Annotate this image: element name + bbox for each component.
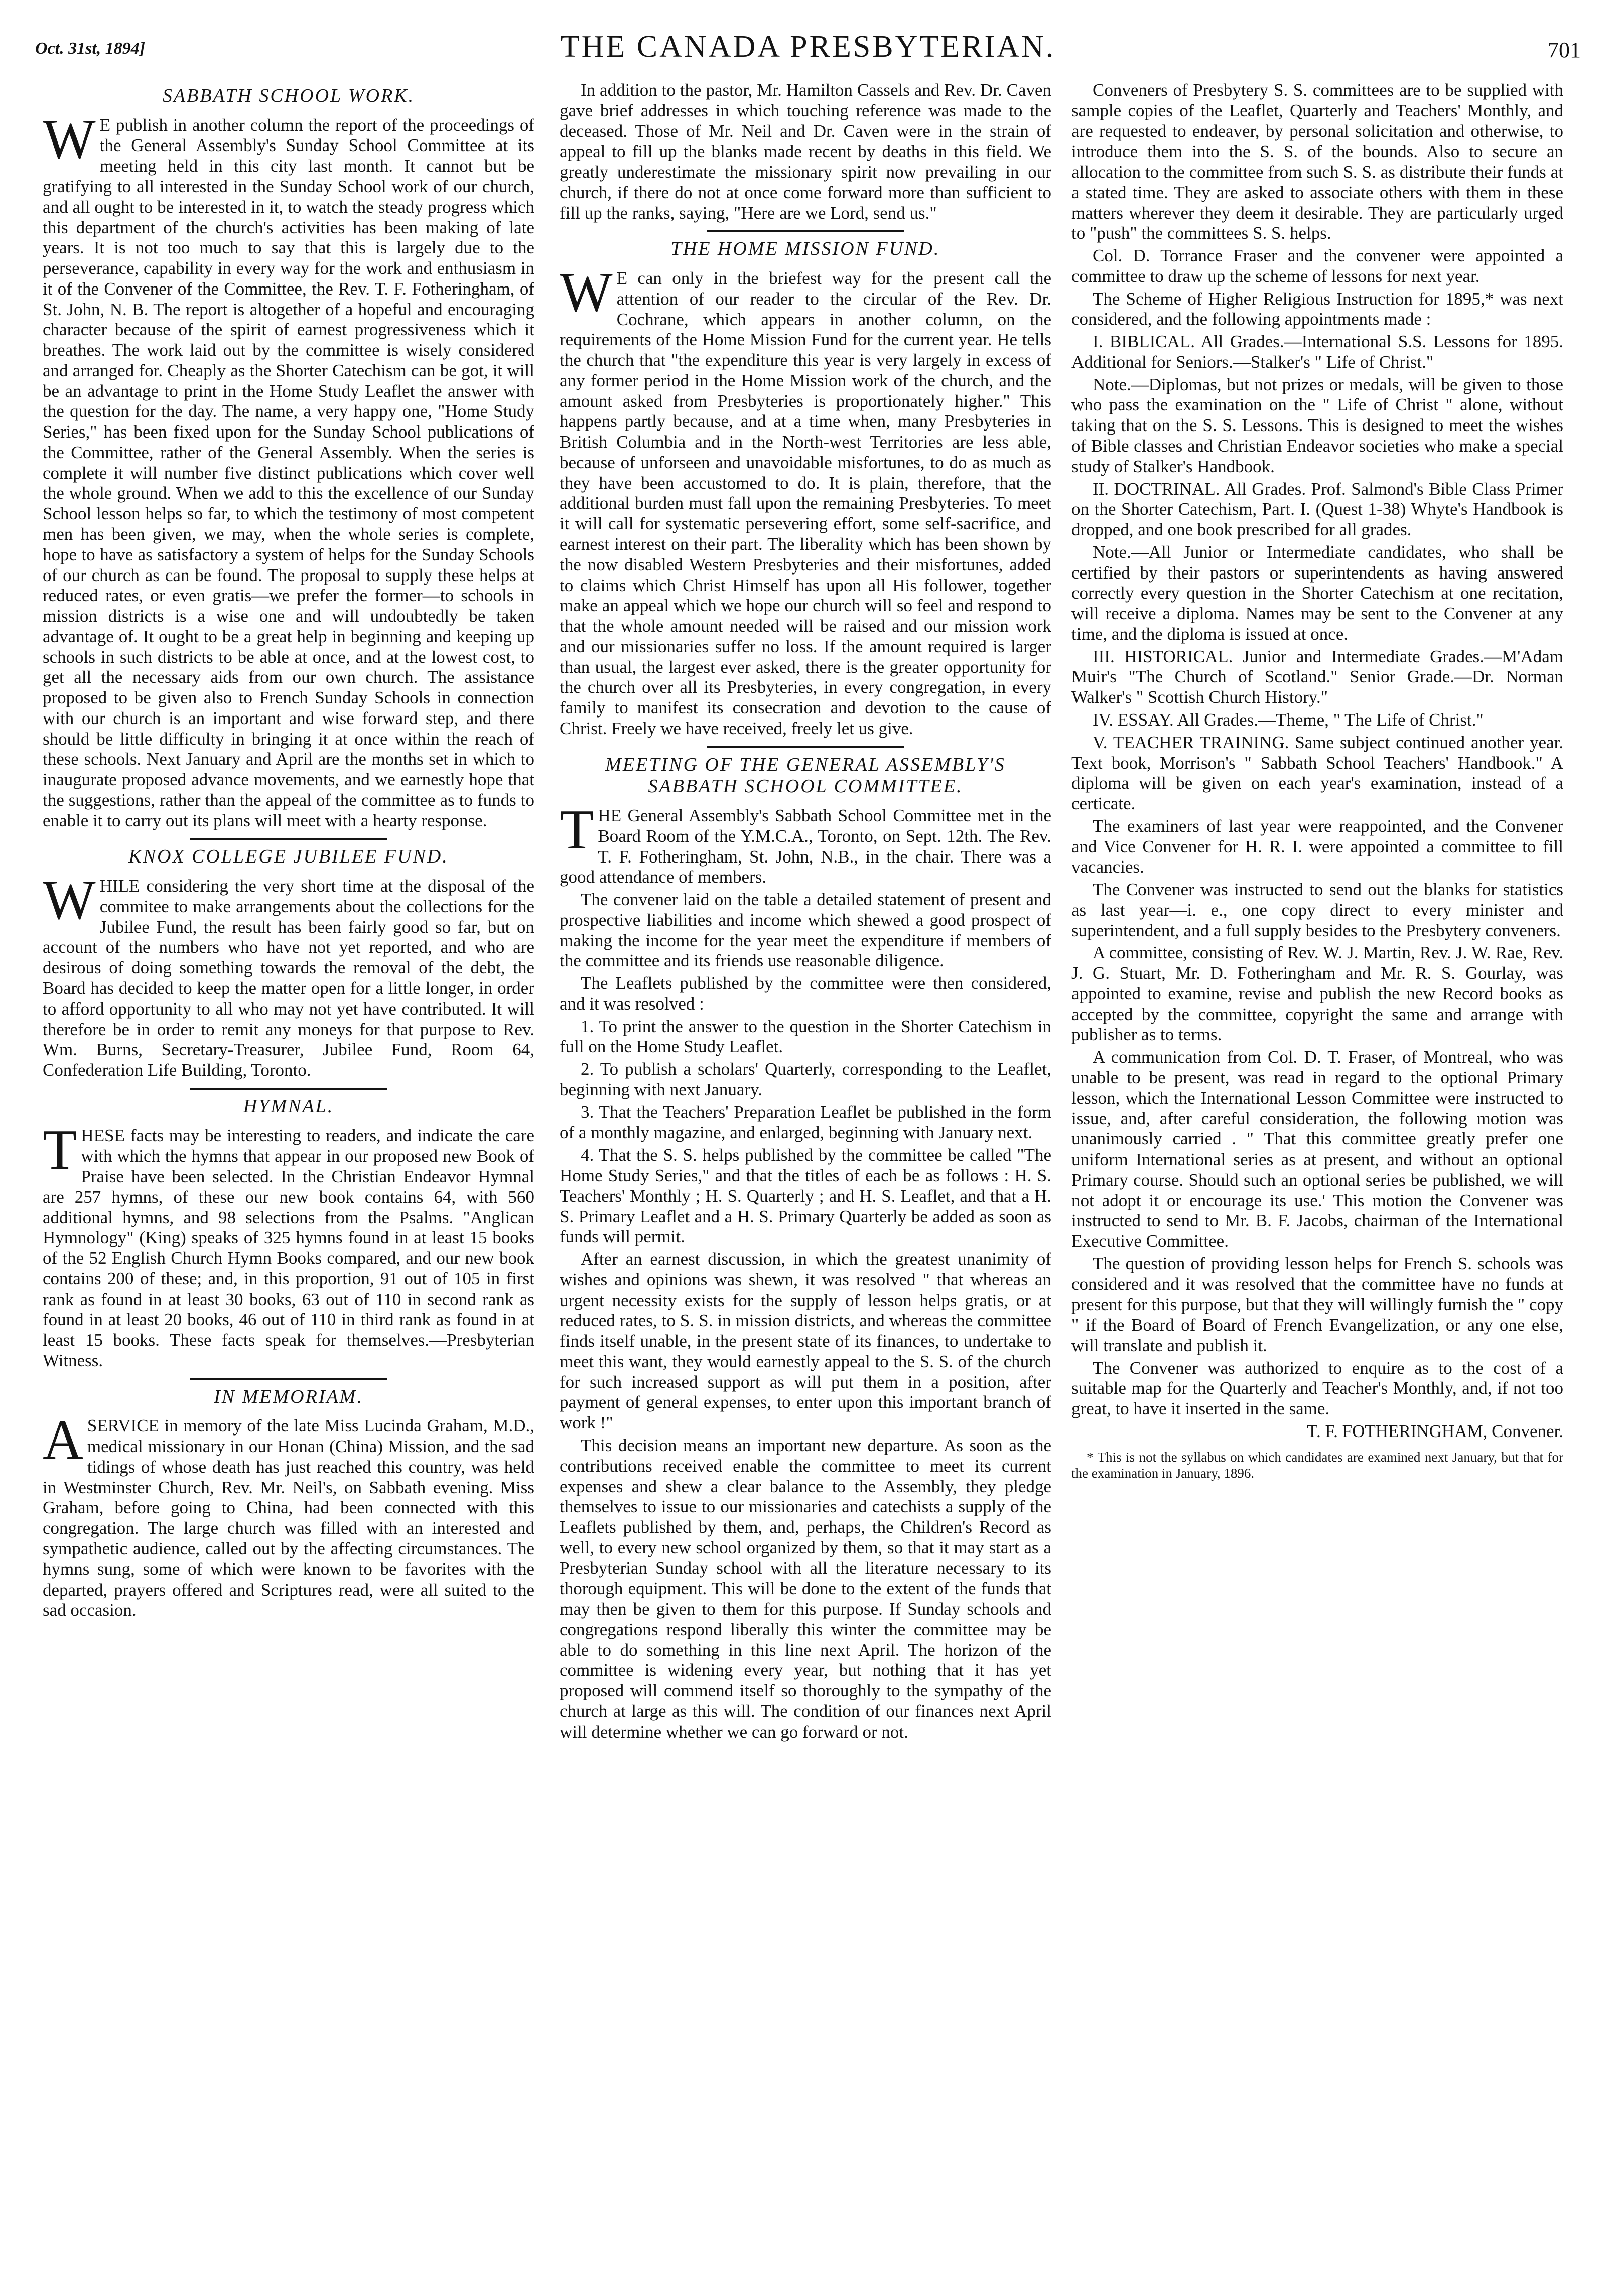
- masthead: [35, 29, 1581, 69]
- article-paragraph: The convener laid on the table a detailed statement of present and prospective liabilities and income which shewed a good prospect of making the income for the year meet the expenditure if members of the committee and its friends use reasonable diligence.: [560, 890, 1051, 971]
- section-divider: [707, 746, 904, 748]
- article-paragraph: V. TEACHER TRAINING. Same subject continued another year. Text book, Morrison's " Sabbath School Teachers' Handbook." A diploma will be given on each year's examination, instead of a certicate.: [1071, 732, 1563, 814]
- article-paragraph: In addition to the pastor, Mr. Hamilton Cassels and Rev. Dr. Caven gave brief addresses in which touching reference was made to the deceased. Those of Mr. Neil and Dr. Caven were in the strain of appeal to fill up the blanks made recent by deaths in this field. We greatly underestimate the missionary spirit now prevailing in our church, if there do not at once come forward more than sufficient to fill up the ranks, saying, "Here are we Lord, send us.": [560, 80, 1051, 223]
- article-paragraph: W E publish in another column the report of the proceedings of the General Assembly's Sunday School Committee at its meeting held in this city last month. It cannot but be gratifying to all interested in the Sunday School work of our church, and all ought to be interested in it, to watch the steady progress which this department of the church's activities has been making of late years. It is not too much to say that this is largely due to the perseverance, capability in every way for the work and enthusiasm in it of the Convener of the Committee, the Rev. T. F. Fotheringham, of St. John, N. B. The report is altogether of a hopeful and encouraging character because of the spirit of earnest progressiveness which it breathes. The work laid out by the committee is wisely considered and arranged for. Cheaply as the Shorter Catechism can be got, it will be an advantage to print in the Home Study Leaflet the answer with the question for the day. The name, a very happy one, "Home Study Series," has been fixed upon for the Sunday School publications of the Committee, rather of the General Assembly. When the series is complete it will number five distinct publications which cover well the whole ground. When we add to this the excellence of our Sunday School lesson helps so far, to which the testimony of most competent men has been given, we may, when the whole series is complete, hope to have as satisfactory a system of helps for the Sunday Schools of our church as can be found. The proposal to supply these helps at reduced rates, or even gratis—we prefer the former—to schools in mission districts is a wise one and will undoubtedly be taken advantage of. It ought to be a great help in beginning and keeping up schools in such districts to be able at once, and at the lowest cost, to get all the necessary aids from our own church. The assistance proposed to be given also to French Sunday Schools in connection with our church is an important and wise forward step, and there should be little difficulty in bringing it at once within the reach of these schools. Next January and April are the months set in which to inaugurate proposed advance movements, and we earnestly hope that the suggestions, rather than the appeal of the committee as to funds to enable it to carry out its plans will meet with a hearty response.: [43, 108, 534, 830]
- article-heading: IN MEMORIAM.: [214, 1386, 363, 1407]
- drop-cap: T: [43, 1118, 77, 1181]
- signature: T. F. FOTHERINGHAM, Convener.: [1307, 1421, 1563, 1441]
- article-paragraph: After an earnest discussion, in which the greatest unanimity of wishes and opinions was shewn, it was resolved " that whereas an urgent necessity exists for the supply of lesson helps gratis, or at reduced rates, to S. S. in mission districts, and whereas the committee finds itself unable, in the present state of its finances, to undertake to meet this want, they would earnestly appeal to the S. S. of the church for such increased support as will put them in a position, after payment of general expenses, to enter upon this important branch of work !": [560, 1249, 1051, 1433]
- section-divider: [190, 1378, 387, 1380]
- drop-cap: A: [43, 1409, 83, 1472]
- column-2: [560, 80, 1051, 2288]
- article-paragraph: I. BIBLICAL. All Grades.—International S.S. Lessons for 1895. Additional for Seniors.—Stalker's " Life of Christ.": [1071, 332, 1563, 372]
- article-paragraph: Conveners of Presbytery S. S. committees are to be supplied with sample copies of the Leaflet, Quarterly and Teachers' Monthly, and are requested to endeaver, by personal solicitation and otherwise, to introduce them into the S. S. of the bounds. Also to secure an allocation to the committee from such S. S. as distribute their funds at a stated time. They are asked to associate others with them in these matters wherever they deem it desirable. They are particularly urged to "push" the committees S. S. helps.: [1071, 80, 1563, 243]
- article-paragraph: 1. To print the answer to the question in the Shorter Catechism in full on the Home Study Leaflet.: [560, 1016, 1051, 1057]
- article-paragraph: The Scheme of Higher Religious Instruction for 1895,* was next considered, and the following appointments made :: [1071, 289, 1563, 329]
- article-paragraph: THE General Assembly's Sabbath School Committee met in the Board Room of the Y.M.C.A., Toronto, on Sept. 12th. The Rev. T. F. Fotheringham, St. John, N.B., in the chair. There was a good attendance of members.: [560, 799, 1051, 887]
- article-paragraph: IV. ESSAY. All Grades.—Theme, " The Life of Christ.": [1093, 709, 1484, 730]
- article-paragraph: Note.—All Junior or Intermediate candidates, who shall be certified by their pastors or superintendents as having answered correctly every question in the Shorter Catechism at one recitation, will receive a diploma. Names may be sent to the Convener at any time, and the diploma is issued at once.: [1071, 542, 1563, 644]
- article-heading: MEETING OF THE GENERAL ASSEMBLY'S SABBATH SCHOOL COMMITTEE.: [605, 754, 1006, 797]
- article-paragraph: WHILE considering the very short time at the disposal of the commitee to make arrangements about the collections for the Jubilee Fund, the result has been fairly good so far, but on account of the numbers who have not yet reported, and who are desirous of doing something towards the removal of the debt, the Board has decided to keep the matter open for a little longer, in order to afford opportunity to all who may not yet have contributed. It will therefore be in order to remit any moneys for that purpose to Rev. Wm. Burns, Secretary-Treasurer, Jubilee Fund, Room 64, Confederation Life Building, Toronto.: [43, 869, 534, 1080]
- article-paragraph: Col. D. Torrance Fraser and the convener were appointed a committee to draw up the scheme of lessons for next year.: [1071, 246, 1563, 286]
- section-divider: [190, 1088, 387, 1090]
- column-1: [43, 80, 534, 2288]
- article-paragraph: II. DOCTRINAL. All Grades. Prof. Salmond's Bible Class Primer on the Shorter Catechism, Part. I. (Quest 1-38) Whyte's Handbook is dropped, and one book prescribed for all grades.: [1071, 479, 1563, 540]
- section-divider: [707, 230, 904, 232]
- article-paragraph: The Convener was instructed to send out the blanks for statistics as last year—i. e., one copy direct to every minister and superintendent, and a full supply besides to the Presbytery conveners.: [1071, 880, 1563, 940]
- newspaper-title: THE CANADA PRESBYTERIAN.: [560, 30, 1056, 64]
- section-divider: [190, 838, 387, 840]
- column-3: [1071, 80, 1563, 2288]
- footnote: * This is not the syllabus on which candidates are examined next January, but that for the examination in January, 1896.: [1071, 1449, 1563, 1481]
- article-heading: HYMNAL.: [243, 1095, 334, 1117]
- article-paragraph: The examiners of last year were reappointed, and the Convener and Vice Convener for H. R. I. were appointed a committee to fill vacancies.: [1071, 816, 1563, 877]
- article-paragraph: 2. To publish a scholars' Quarterly, corresponding to the Leaflet, beginning with next January.: [560, 1059, 1051, 1099]
- drop-cap: T: [560, 799, 594, 862]
- article-paragraph: THESE facts may be interesting to readers, and indicate the care with which the hymns that appear in our proposed new Book of Praise have been selected. In the Christian Endeavor Hymnal are 257 hymns, of these our new book contains 64, with 560 additional hymns, and 98 selections from the Psalms. "Anglican Hymnology" (King) speaks of 325 hymns found in at least 15 books of the 52 English Church Hymn Books compared, and our new book contains 200 of these; and, in this proportion, 91 out of 105 in first rank as found in at least 30 books, 63 out of 110 in second rank as found in at least 20 books, 46 out of 110 in third rank as found in at least 15 books. These facts speak for themselves.—Presbyterian Witness.: [43, 1118, 534, 1370]
- article-paragraph: The Convener was authorized to enquire as to the cost of a suitable map for the Quarterly and Teacher's Monthly, and, if not too great, to have it inserted in the same.: [1071, 1358, 1563, 1419]
- article-paragraph: The question of providing lesson helps for French S. schools was considered and it was resolved that the committee have no funds at present for this purpose, but that they will willingly furnish the " copy " if the Board of Board of French Evangelization, or any one else, will translate and publish it.: [1071, 1253, 1563, 1355]
- article-paragraph: 3. That the Teachers' Preparation Leaflet be published in the form of a monthly magazine, and enlarged, beginning with January next.: [560, 1102, 1051, 1142]
- article-paragraph: W E can only in the briefest way for the present call the attention of our reader to the circular of the Rev. Dr. Cochrane, which appears in another column, on the requirements of the Home Mission Fund for the current year. He tells the church that "the expenditure this year is very largely in excess of any former period in the Home Mission work of the church, and the amount asked from Presbyteries is proportionately higher." This happens partly because, and at a time when, many Presbyteries in British Columbia and in the North-west Territories are less able, because of unforseen and unavoidable misfortunes, to do as much as they have been accustomed to do. It is plain, therefore, that the additional burden must fall upon the remaining Presbyteries. To meet it will call for systematic persevering effort, some self-sacrifice, and earnest interest on their part. The liberality which has been shown by the now disabled Western Presbyteries and their misfortunes, added to claims which Christ Himself has upon all His follower, together make an appeal which we hope our church will so feel and respond to that the whole amount needed will be raised and our mission work and our missionaries suffer no loss. If the amount required is larger than usual, the largest ever asked, there is the greater opportunity for the church over all its Presbyteries, in every congregation, in every family to manifest its consecration and devotion to the cause of Christ. Freely we have received, freely let us give.: [560, 261, 1051, 738]
- drop-cap: W: [43, 108, 96, 171]
- article-paragraph: This decision means an important new departure. As soon as the contributions received enable the committee to meet its current expenses and shew a clear balance to the Assembly, they pledge themselves to issue to our missionaries and catechists a supply of the Leaflets published by them, and, perhaps, the Children's Record as well, to every new school organized by them, so that it may start as a Presbyterian Sunday school with all the literature necessary to its thorough equipment. This will be done to the extent of the funds that may then be given to them for this purpose. If Sunday schools and congregations respond liberally this winter the committee may be able to do something in this line next April. The horizon of the committee is widening every year, but nothing that it has yet proposed will commend itself so thoroughly to the sympathy of the church at large as this will. The condition of our finances next April will determine whether we can go forward or not.: [560, 1436, 1051, 1742]
- drop-cap: W: [43, 869, 96, 932]
- article-paragraph: A SERVICE in memory of the late Miss Lucinda Graham, M.D., medical missionary in our Honan (China) Mission, and the sad tidings of whose death has just reached this country, was held in Westminster Church, Rev. Mr. Neil's, on Sabbath evening. Miss Graham, before going to China, had been connected with this congregation. The large church was filled with an interested and sympathetic audience, called out by the affecting circumstances. The hymns sung, some of which were known to be favorites with the departed, prayers offered and Scriptures read, were all suited to the sad occasion.: [43, 1409, 534, 1620]
- article-paragraph: A committee, consisting of Rev. W. J. Martin, Rev. J. W. Rae, Rev. J. G. Stuart, Mr. D. Fotheringham and Mr. R. S. Gourlay, was appointed to examine, revise and publish the new Record books as accepted by the committee, copyright the same and arrange with publisher as to terms.: [1071, 943, 1563, 1045]
- issue-date: Oct. 31st, 1894]: [35, 39, 146, 58]
- drop-cap: W: [560, 261, 613, 324]
- article-heading: SABBATH SCHOOL WORK.: [162, 85, 415, 106]
- article-paragraph: The Leaflets published by the committee were then considered, and it was resolved :: [560, 973, 1051, 1014]
- article-heading: THE HOME MISSION FUND.: [670, 238, 940, 260]
- article-paragraph: A communication from Col. D. T. Fraser, of Montreal, who was unable to be present, was read in regard to the optional Primary lesson, which the International Lesson Committee were instructed to issue, and, after careful consideration, the following motion was unanimously carried . " That this committee greatly prefer one uniform International series as at present, and without an optional Primary course. Should such an optional series be published, we will not adopt it or encourage its use.' This motion the Convener was instructed to send to Mr. B. F. Jacobs, chairman of the International Executive Committee.: [1071, 1047, 1563, 1251]
- article-paragraph: III. HISTORICAL. Junior and Intermediate Grades.—M'Adam Muir's "The Church of Scotland." Senior Grade.—Dr. Norman Walker's " Scottish Church History.": [1071, 646, 1563, 707]
- page-number: 701: [1548, 38, 1581, 62]
- article-paragraph: Note.—Diplomas, but not prizes or medals, will be given to those who pass the examination on the " Life of Christ " alone, without taking that on the S. S. Lessons. This is designed to meet the wishes of Bible classes and Christian Endeavor societies who make a special study of Stalker's Handbook.: [1071, 374, 1563, 476]
- article-heading: KNOX COLLEGE JUBILEE FUND.: [128, 846, 449, 868]
- article-paragraph: 4. That the S. S. helps published by the committee be called "The Home Study Series," and that the titles of each be as follows : H. S. Teachers' Monthly ; H. S. Quarterly ; and H. S. Leaflet, and that a H. S. Primary Leaflet and a H. S. Primary Quarterly be added as soon as funds will permit.: [560, 1145, 1051, 1247]
